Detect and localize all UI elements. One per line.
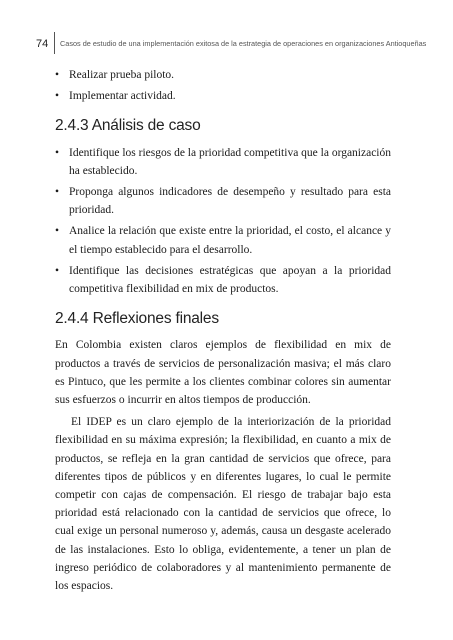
step-list	[55, 66, 391, 105]
header-divider	[54, 32, 55, 54]
paragraph: En Colombia existen claros ejemplos de flexibilidad en mix de productos a través de servicios de personalización masiva; el más claro es Pintuco, que les permite a los clientes combinar colores sin aumentar sus esfuerzos o incurrir en altos tiempos de producción.	[55, 339, 391, 407]
bullet-icon: •	[55, 225, 60, 238]
list-item	[55, 87, 391, 105]
list-item	[55, 222, 391, 258]
bullet-icon: •	[55, 264, 60, 277]
page-body	[55, 66, 391, 599]
running-title: Casos de estudio de una implementación exitosa de la estrategia de operaciones en organizaciones Antioqueñas	[60, 39, 427, 48]
bullet-icon: •	[55, 69, 60, 81]
analysis-list	[55, 144, 391, 299]
list-item	[55, 144, 391, 180]
page-number: 74	[36, 38, 49, 50]
list-item	[55, 183, 391, 219]
list-item-text: Identifique los riesgos de la prioridad competitiva que la organización ha establecido.	[69, 146, 392, 177]
section-heading-analisis: 2.4.3 Análisis de caso	[55, 117, 201, 135]
list-item	[55, 66, 391, 84]
list-item-text: Proponga algunos indicadores de desempeño y resultado para esta prioridad.	[69, 186, 391, 217]
bullet-icon: •	[55, 146, 60, 159]
list-item-text: Analice la relación que existe entre la prioridad, el costo, el alcance y el tiempo establecido para el desarrollo.	[69, 225, 391, 256]
paragraph: El IDEP es un claro ejemplo de la interiorización de la prioridad flexibilidad en su máxima expresión; la flexibilidad, en cuanto a mix de productos, se refleja en la gran cantidad de servicios que ofrece, para diferentes tipos de públicos y en diferentes lugares, lo cual le permite competir con cajas de compensación. El riesgo de trabajar bajo esta prioridad está relacionado con la cantidad de servicios que ofrece, lo cual exige un personal numeroso y, además, causa un desgaste acelerado de las instalaciones. Esto lo obliga, evidentemente, a tener un plan de ingreso periódico de colaboradores y al mantenimiento permanente de los espacios.	[55, 416, 391, 593]
list-item-text: Realizar prueba piloto.	[69, 69, 175, 81]
bullet-icon: •	[55, 90, 60, 103]
section-heading-reflexiones: 2.4.4 Reflexiones finales	[55, 310, 219, 328]
list-item-text: Identifique las decisiones estratégicas que apoyan a la prioridad competitiva flexibilidad en mix de productos.	[69, 264, 391, 296]
page-header	[36, 32, 433, 54]
bullet-icon: •	[55, 186, 60, 199]
list-item	[55, 262, 391, 298]
list-item-text: Implementar actividad.	[69, 90, 176, 103]
